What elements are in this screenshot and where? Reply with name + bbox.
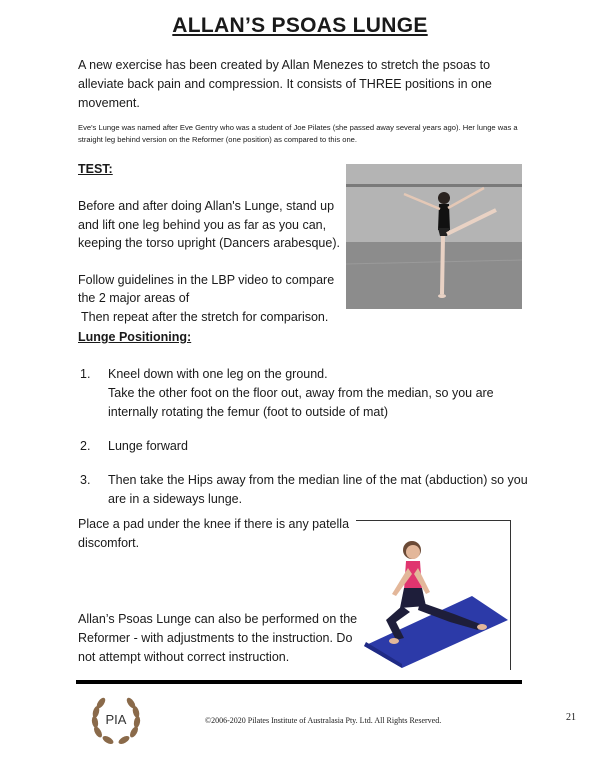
test-instructions: [78, 197, 346, 326]
page-title: ALLAN’S PSOAS LUNGE: [172, 14, 428, 37]
test-paragraph-2-line-2: Then repeat after the stretch for comparison.: [81, 309, 329, 324]
step-text: Lunge forward: [108, 439, 188, 453]
lunge-steps-list: [78, 365, 528, 524]
list-item: [78, 365, 528, 422]
page-number: 21: [566, 712, 576, 723]
test-paragraph-1: Before and after doing Allan's Lunge, stand up and lift one leg behind you as far as you can, keeping the torso upright (Dancers arabesque).: [78, 199, 340, 250]
sideways-lunge-photo: [362, 528, 508, 668]
pia-laurel-logo: [88, 692, 144, 748]
dancer-arabesque-photo: [346, 164, 522, 309]
test-paragraph-2-line-1: Follow guidelines in the LBP video to compare the 2 major areas of: [78, 272, 335, 305]
step-text-continued: Take the other foot on the floor out, away from the median, so you are internally rotating the femur (foot to outside of mat): [108, 386, 494, 419]
footer-divider: [76, 680, 522, 684]
list-item: [78, 471, 528, 509]
step-text: Kneel down with one leg on the ground.: [108, 367, 328, 381]
test-heading: TEST:: [78, 162, 113, 176]
step-number: 1.: [80, 367, 91, 381]
list-item: [78, 437, 528, 456]
image-frame-side: [510, 520, 511, 670]
image-frame-top: [356, 520, 510, 521]
copyright-notice: ©2006-2020 Pilates Institute of Australasia Pty. Ltd. All Rights Reserved.: [205, 716, 442, 725]
intro-paragraph: A new exercise has been created by Allan Menezes to stretch the psoas to alleviate back pain and compression. It consists of THREE positions in one movement.: [78, 58, 492, 110]
step-text: Then take the Hips away from the median line of the mat (abduction) so you are in a sideways lunge.: [108, 473, 528, 506]
history-note: Eve's Lunge was named after Eve Gentry who was a student of Joe Pilates (she passed away several years ago). Her lunge was a straight leg behind version on the Reformer (one position) as compared to this one.: [78, 123, 518, 144]
reformer-note: Allan’s Psoas Lunge can also be performed on the Reformer - with adjustments to the instruction. Do not attempt without correct instruction.: [78, 612, 358, 664]
step-number: 2.: [80, 439, 91, 453]
logo-text: PIA: [105, 712, 127, 727]
lunge-positioning-heading: Lunge Positioning:: [78, 330, 192, 344]
pad-note: Place a pad under the knee if there is any patella discomfort.: [78, 517, 350, 550]
step-number: 3.: [80, 473, 91, 487]
